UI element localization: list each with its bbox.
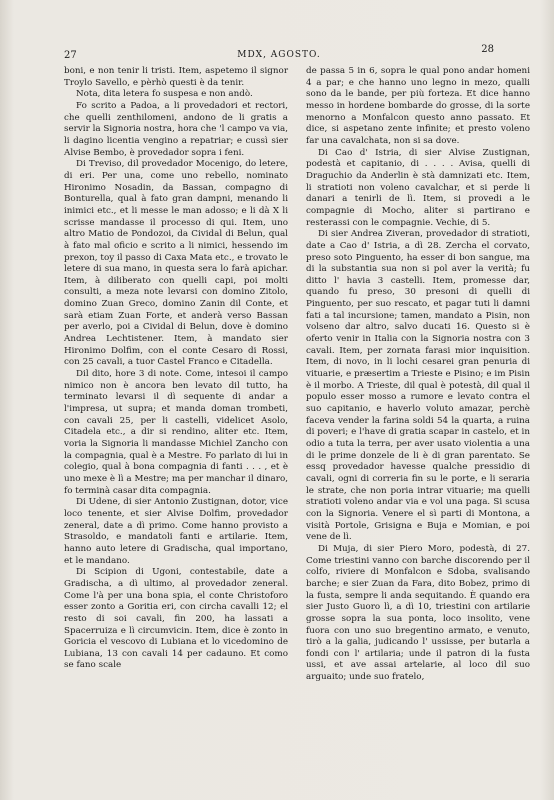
- para-intro: boni, e non tenir li tristi. Item, aspetemo il signor Troylo Savello, e pèrhò questi è da tenir.: [64, 66, 288, 88]
- right-column: [306, 66, 530, 684]
- right-page-number: 28: [481, 44, 494, 55]
- page-header: [64, 44, 494, 64]
- running-title: MDX, AGOSTO.: [237, 50, 321, 60]
- left-column: [64, 66, 288, 672]
- para-scipion: Di Scipion di Ugoni, contestabile, date a Gradischa, a dì ultimo, al provedador zeneral. Come l'à per una bona spia, el conte Christoforo esser zonto a Goritia eri, con circha cavalli 12; el resto di soi cavali, fin 200, ha lassati a Spacerruiza e lì circumvicin. Item, dice è zonto in Goricia el vescovo di Lubiana et lo vicedomino de Lubiana, 13 con cavali 14 per cadauno. Et como se fano scale: [64, 567, 288, 671]
- para-nota: Nota, dita letera fo suspesa e non andò.: [76, 89, 253, 100]
- para-udene: Di Udene, di sier Antonio Zustignan, dotor, vice loco tenente, et sier Alvise Dolfim, provedador zeneral, date a dì primo. Come hanno provisto a Strasoldo, e mandatoli fanti e artilarie. Item, hanno auto letere di Gradischa, qual importano, et le mandano.: [64, 497, 288, 566]
- para-istria: Di Cao d' Istria, di sier Alvise Zustignan, podestà et capitanio, di . . . . Avisa, quelli di Draguchio da Anderlin è stà damnizati etc. Item, li stratioti non voleno cavalchar, et si perde li danari a tenirli de lì. Item, si provedi a le compagnie di Mocho, aliter si partirano e resterassi con le compagnie. Vechie, di 5.: [306, 147, 530, 228]
- para-padoa: Fo scrito a Padoa, a li provedadori et rectori, che quelli zenthilomeni, andono de li gratis a servir la Signoria nostra, hora che 'l campo va via, li dagino licentia vengino a repatriar; e cussì sier Alvise Bembo, è provedador sopra i feni.: [64, 100, 288, 158]
- para-dil-dito: Dil dito, hore 3 di note. Come, intesoi il campo nimico non è ancora ben levato dil tutto, ha terminato levarsi il dì sequente di andar a l'impresa, ut supra; et manda doman trombeti, con cavali 25, per li castelli, videlicet Asolo, Citadela etc., a dir si rendino, aliter etc. Item, voria la Signoria li mandasse Michiel Zancho con la compagnia, qual è a Mestre. Fo parlato di lui in colegio, qual à bona compagnia di fanti . . . , et è uno mexe è lì a Mestre; ma per manchar il dinaro, fo terminà casar dita compagnia.: [64, 369, 288, 496]
- para-muja: Di Muja, di sier Piero Moro, podestà, di 27. Come triestini vanno con barche discorendo per il colfo, riviere di Monfalcon e Sdoba, svalisando barche; e sier Zuan da Fara, dito Bobez, primo di la fusta, sempre li anda sequitando. È quando era sier Justo Guoro lì, a dì 10, triestini con artilarie grosse sopra la sua ponta, loco insolito, vene fuora con uno suo bregentino armato, e venuto, tirò a la galia, judicando l' ussisse, per butarla a fondi con l' artilaria; unde il patron di la fusta ussi, et ave assai artelarie, al loco dil suo arguaito; unde suo fratelo,: [306, 543, 530, 683]
- para-scale: de passa 5 in 6, sopra le qual pono andar homeni 4 a par; e che hanno uno legno in mezo, qualli sono da le bande, per più forteza. Et dice hanno messo in hordene bombarde do grosse, di la sorte menorno a Monfalcon questo anno passato. Et dice, si aspetano zente infinite; et presto voleno far una cavalchata, non si sa dove.: [306, 66, 530, 146]
- para-treviso: Di Treviso, dil provedador Mocenigo, do letere, di eri. Per una, come uno rebello, nominato Hironimo Nosadin, da Bassan, compagno di Bonturella, qual à fato gran dampni, menando li inimici etc., et li messe le man adosso; e li dà X li scrisse mandasse il processo di qui. Item, uno altro Matio de Pondozoi, da Cividal di Belun, qual à fato mal oficio e scrito a li nimici, hessendo im prexon, toy il passo di Caxa Mata etc., e trovato le letere di sua mano, in questa sera lo farà apichar. Item, à diliberato con quelli capi, poi molti consulti, a meza note levarsi con domino Zitolo, domino Zuan Greco, domino Zanin dil Conte, et sarà etiam Zuan Forte, et anderà verso Bassan per averlo, poi a Cividal di Belun, dove è domino Andrea Lechtistener. Item, à mandato sier Hironimo Dolfim, con el conte Cesaro di Rossi, con 25 cavali, a tuor Castel Franco e Citadella.: [64, 159, 288, 368]
- left-page-number: 27: [64, 50, 77, 61]
- para-ziveran: Di sier Andrea Ziveran, provedador di stratioti, date a Cao d' Istria, a dì 28. Zercha el corvato, preso soto Pinguento, ha esser di bon sangue, ma di la substantia sua non si pol aver la verità; fu ditto l' havia 3 castelli. Item, promesse dar, quando fu preso, 30 presoni di quelli di Pinguento, per suo rescato, et pagar tuti li damni fati a tal incursione; tamen, mandato a Pisin, non volseno dar altro, salvo ducati 16. Questo si è oferto venir in Italia con la Signoria nostra con 3 cavali. Item, per zornata farasi mior inquisition. Item, di novo, in li lochi cesarei gran penuria di vituarie, e præsertim a Trieste e Pisino; e im Pisin è il morbo. A Trieste, dil qual è potestà, dil qual il populo esser mosso a rumore e levato contra el suo capitanio, e haverlo voluto amazar, perchè faceva vender la farina soldi 54 la quarta, a ruina di poveri; e l'have di gratia scapar in castelo, et in odio a tuta la terra, per aver usato violentia a una di le prime donzele de li è di gran parentato. Se essq provedador havesse qualche pressidio di cavali, ogni di correria fin su le porte, e li seraria le strate, che non poria intrar vituarie; ma quelli stratioti voleno andar via e vol una paga. Si scusa con la Signoria. Venere el sì parti di Montona, a visità Portole, Grisigna e Buja e Momian, e poi vene de lì.: [306, 229, 530, 543]
